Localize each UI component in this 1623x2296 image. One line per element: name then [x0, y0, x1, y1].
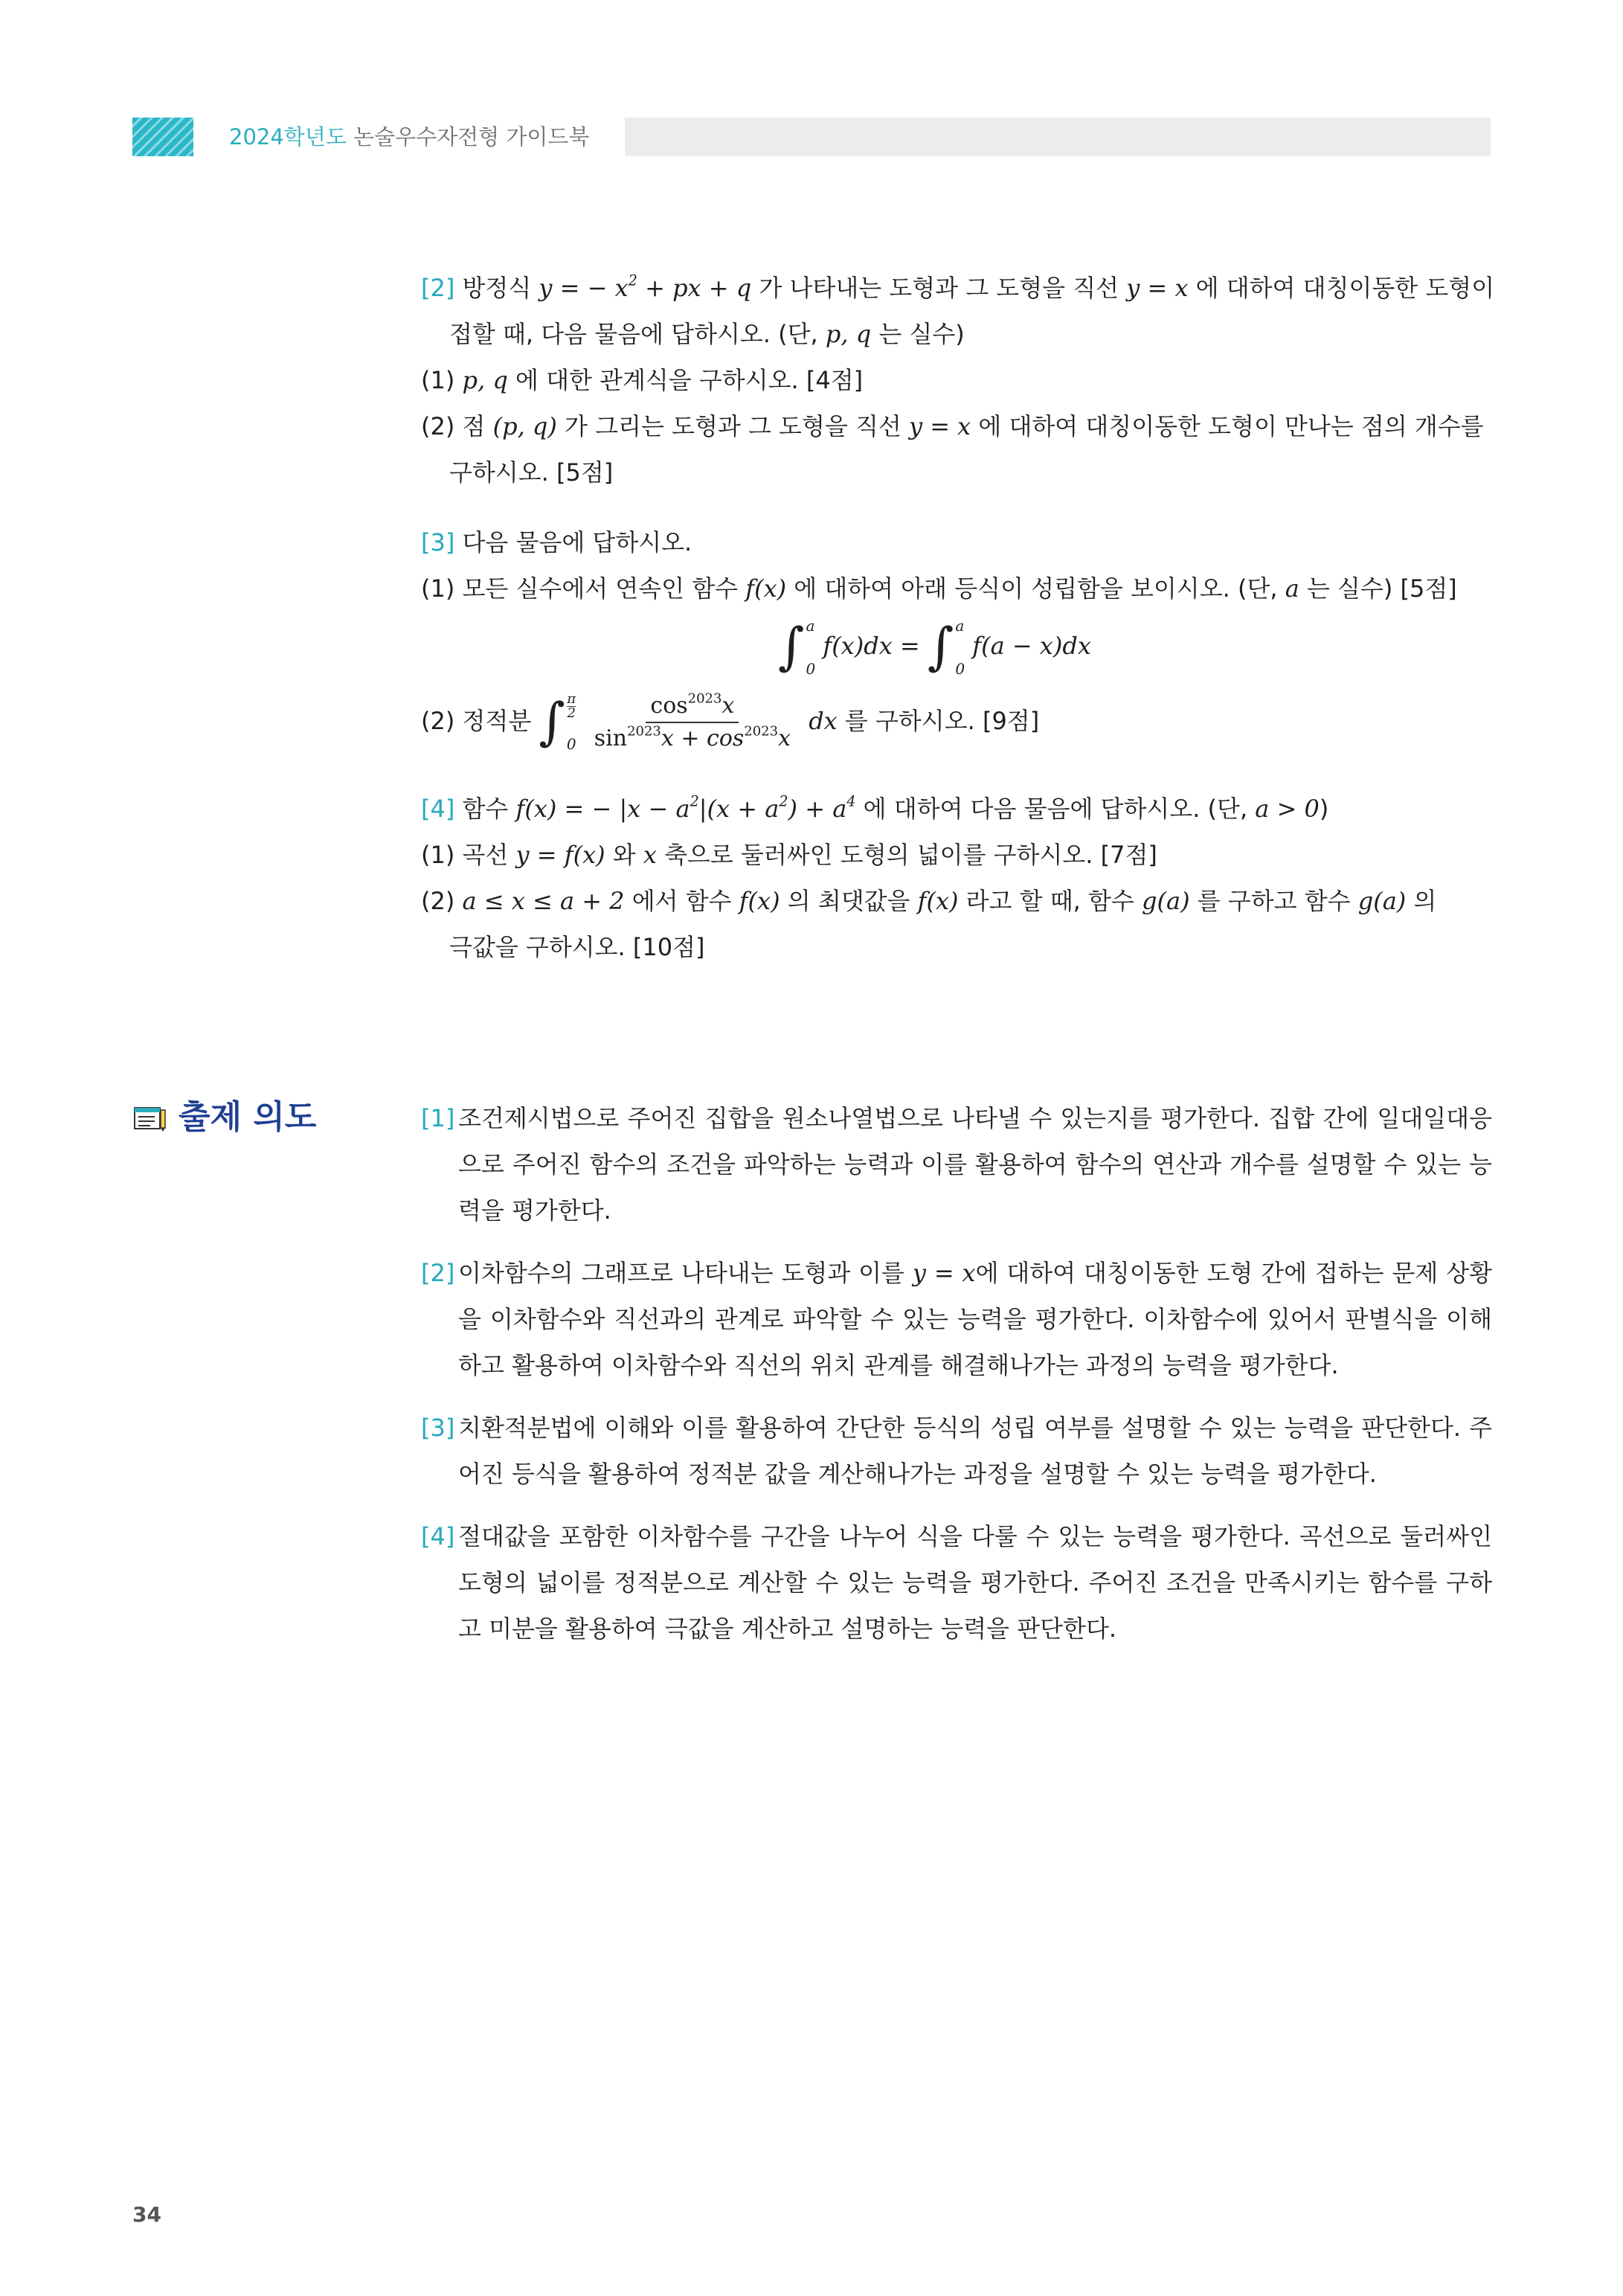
text: 다음 물음에 답하시오. [462, 528, 692, 557]
math-sup: 2023 [687, 690, 722, 707]
problem-4 [421, 786, 1462, 970]
math [515, 792, 856, 823]
problem-2-sub-2 [421, 403, 1484, 449]
math-sup: 2023 [627, 723, 661, 740]
text: 극값을 구하시오. [10점] [449, 933, 705, 961]
text: 를 구하시오. [9점] [844, 707, 1040, 735]
fraction-numerator [646, 692, 739, 723]
pi-denominator: 2 [567, 705, 576, 721]
problem-2-sub-1 [421, 357, 1462, 403]
integral-sign: ∫ [778, 618, 805, 676]
intent-text: 조건제시법으로 주어진 집합을 원소나열법으로 나타낼 수 있는지를 평가한다. 집합 간에 일대일대응으로 주어진 함수의 조건을 파악하는 능력과 이를 활용하여 함수의 연산과 개수를 설명할 수 있는 능력을 평가한다. [458, 1104, 1492, 1225]
intent-list [421, 1095, 1492, 1668]
text: 가 나타내는 도형과 그 도형을 직선 [759, 274, 1119, 302]
intent-text: 절대값을 포함한 이차함수를 구간을 나누어 식을 다룰 수 있는 능력을 평가한다. 곡선으로 둘러싸인 도형의 넓이를 정적분으로 계산할 수 있는 능력을 평가한다. 주어진 조건을 만족시키는 함수를 구하고 미분을 활용하여 극값을 계산하고 설명하는 능력을 판단한다. [458, 1522, 1492, 1643]
math: g(a) [1357, 887, 1407, 915]
problems-section [421, 265, 1495, 994]
intent-text: 에 대하여 대칭이동한 도형 간에 접하는 문제 상황을 이차함수와 직선과의 관계로 파악할 수 있는 능력을 평가한다. 이차함수에 있어서 판별식을 이해하고 활용하여 이차함수와 직선의 위치 관계를 해결해나가는 과정의 능력을 평가한다. [458, 1259, 1493, 1379]
math: x [643, 841, 657, 869]
text: ) [1319, 795, 1329, 823]
math-part: x [721, 693, 735, 719]
pi-numerator: π [567, 691, 576, 707]
text: 에서 함수 [631, 887, 732, 915]
intent-tag: [3] [421, 1414, 455, 1442]
problem-3 [421, 519, 1462, 762]
intent-title: 출제 의도 [179, 1098, 317, 1136]
math: (p, q) [492, 412, 557, 440]
intent-tag: [4] [421, 1522, 455, 1551]
math-part: |(x + a [698, 795, 780, 823]
problem-4-sub-2 [421, 878, 1462, 924]
math: f(x) [917, 887, 959, 915]
math [539, 274, 751, 302]
math: a [1285, 574, 1299, 603]
header-stripe-mark [132, 118, 193, 156]
math: a ≤ x ≤ a + 2 [462, 887, 625, 915]
math-part: y = − x [539, 274, 629, 302]
problem-4-sub-2-cont [421, 924, 1462, 970]
text: 에 대하여 대칭이동한 도형이 [1195, 274, 1495, 302]
text: (1) 곡선 [421, 841, 509, 869]
problem-3-line-1 [421, 519, 1462, 565]
pi-over-two [567, 693, 576, 720]
math: g(a) [1142, 887, 1190, 915]
problem-3-sub-1 [421, 565, 1462, 612]
problem-tag: [3] [421, 528, 455, 557]
text: (1) 모든 실수에서 연속인 함수 [421, 574, 739, 603]
math: y = f(x) [515, 841, 605, 869]
math-sup: 2 [628, 272, 637, 289]
lower-limit: 0 [806, 660, 816, 678]
math: y = x [1126, 274, 1189, 302]
intent-item-3 [421, 1405, 1492, 1497]
math-part: sin [594, 725, 628, 751]
math: f(x)dx = [823, 632, 928, 660]
math-sup: 2 [779, 792, 788, 810]
text: 접할 때, 다음 물음에 답하시오. (단, [449, 320, 818, 348]
text: 의 [1413, 887, 1437, 915]
intent-text: 이차함수의 그래프로 나타내는 도형과 이를 [458, 1259, 904, 1287]
math: a > 0 [1255, 795, 1320, 823]
math: dx [809, 707, 838, 735]
notepad-pencil-icon [134, 1106, 167, 1132]
problem-2-sub-2-cont [421, 449, 1462, 496]
math-part: ) + a [788, 795, 847, 823]
text: 를 구하고 함수 [1197, 887, 1351, 915]
text: (1) [421, 366, 455, 394]
math: f(x) [745, 574, 787, 603]
text: (2) 정적분 [421, 707, 532, 735]
text: (2) [421, 887, 455, 915]
problem-4-sub-1 [421, 832, 1462, 878]
integrand-fraction [590, 692, 795, 753]
text: 에 대한 관계식을 구하시오. [4점] [515, 366, 864, 394]
header-guidebook-title: 논술우수자전형 가이드북 [353, 124, 590, 150]
upper-limit: a [806, 617, 815, 635]
header-year: 2024학년도 [229, 124, 347, 150]
lower-limit: 0 [955, 660, 965, 678]
upper-limit: a [955, 617, 965, 635]
page-number: 34 [132, 2202, 161, 2227]
text: 의 최댓값을 [787, 887, 910, 915]
integral-sign: ∫ [927, 618, 954, 676]
math-sup: 2 [690, 792, 699, 810]
text: (2) 점 [421, 412, 486, 440]
problem-3-sub-2 [421, 680, 1462, 762]
problem-2-line-2 [421, 311, 1462, 357]
integral-limits [955, 618, 965, 677]
math: y = x [908, 412, 971, 440]
problem-tag: [2] [421, 274, 455, 302]
math-part: cos [650, 693, 688, 719]
header-bar [625, 118, 1491, 156]
problem-4-line-1 [421, 786, 1462, 832]
math: f(x) [739, 887, 780, 915]
text: 는 실수) [5점] [1306, 574, 1457, 603]
math: p, q [825, 320, 872, 348]
intent-text: 치환적분법에 이해와 이를 활용하여 간단한 등식의 성립 여부를 설명할 수 있는 능력을 판단한다. 주어진 등식을 활용하여 정적분 값을 계산해나가는 과정을 설명할 수 있는 능력을 평가한다. [458, 1414, 1492, 1488]
intent-item-2 [421, 1250, 1492, 1388]
math: f(a − x)dx [972, 632, 1091, 660]
intent-tag: [1] [421, 1104, 455, 1132]
intent-item-4 [421, 1513, 1492, 1652]
problem-tag: [4] [421, 795, 455, 823]
text: 에 대하여 아래 등식이 성립함을 보이시오. (단, [794, 574, 1278, 603]
page-header [132, 118, 1491, 156]
fraction-denominator [590, 723, 795, 753]
text: 함수 [462, 795, 509, 823]
header-title [229, 122, 589, 152]
text: 에 대하여 다음 물음에 답하시오. (단, [863, 795, 1248, 823]
integral-identity-equation [421, 612, 1462, 680]
problem-2-line-1 [421, 265, 1495, 311]
math-part: x + cos [661, 725, 745, 751]
text: 라고 할 때, 함수 [965, 887, 1134, 915]
math: p, q [462, 366, 508, 394]
text: 구하시오. [5점] [449, 458, 614, 487]
math-part: x [778, 725, 791, 751]
text: 가 그리는 도형과 그 도형을 직선 [565, 412, 902, 440]
intent-tag: [2] [421, 1259, 455, 1287]
math-sup: 2023 [744, 723, 779, 740]
math: y = x [912, 1259, 976, 1287]
problem-2 [421, 265, 1495, 496]
intent-item-1 [421, 1095, 1492, 1234]
math-part: f(x) = − |x − a [515, 795, 690, 823]
integral-sign: ∫ [539, 693, 565, 751]
math-part: + px + q [637, 274, 752, 302]
lower-limit: 0 [566, 735, 576, 753]
text: 는 실수) [878, 320, 965, 348]
text: 와 [612, 841, 636, 869]
text: 에 대하여 대칭이동한 도형이 만나는 점의 개수를 [978, 412, 1484, 440]
integral-limits [567, 693, 576, 752]
text: 방정식 [462, 274, 532, 302]
math-sup: 4 [846, 792, 856, 810]
text: 축으로 둘러싸인 도형의 넓이를 구하시오. [7점] [664, 841, 1157, 869]
integral-limits [806, 618, 815, 677]
